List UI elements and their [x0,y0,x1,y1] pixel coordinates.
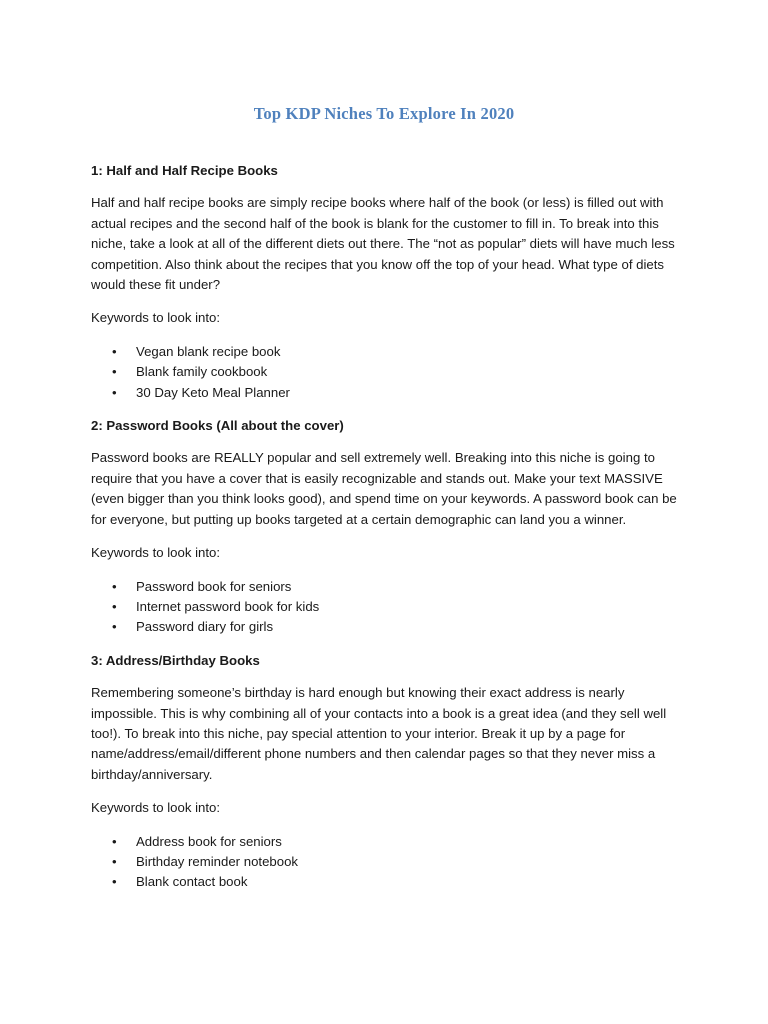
keyword-text: Blank family cookbook [136,364,268,380]
section-heading: 1: Half and Half Recipe Books [91,163,278,178]
section-paragraph: Half and half recipe books are simply recipe books where half of the book (or less) is filled out with actual recipes and the second half of the book is blank for the customer to fill in. To break into this niche, take a look at all of the different diets out there. The “not as popular” diets will have much less competition. Also think about the recipes that you know off the top of your head. What type of diets would these fit under? [91,195,675,293]
bullet-icon: • [112,384,117,400]
keyword-list [91,832,681,893]
section-half-and-half-recipe-books [91,161,681,416]
keyword-text: Password book for seniors [136,578,292,594]
bullet-icon: • [112,578,117,594]
keyword-text: Blank contact book [136,874,248,890]
list-item [91,872,681,892]
keywords-label: Keywords to look into: [91,545,221,561]
bullet-icon: • [112,833,117,849]
bullet-icon: • [112,343,117,359]
section-address-birthday-books [91,651,681,893]
keyword-text: Vegan blank recipe book [136,343,281,359]
list-item [91,617,681,637]
keyword-text: Birthday reminder notebook [136,853,299,869]
section-paragraph: Password books are REALLY popular and sell extremely well. Breaking into this niche is going to require that you have a cover that is easily recognizable and stands out. Make your text MASSIVE (even bigger than you think looks good), and spend time on your keywords. A password book can be for everyone, but putting up books targeted at a certain demographic can land you a winner. [91,450,677,527]
keyword-text: Internet password book for kids [136,598,320,614]
keyword-text: Address book for seniors [136,833,282,849]
keyword-text: 30 Day Keto Meal Planner [136,384,290,400]
keyword-list [91,577,681,638]
list-item [91,383,681,403]
section-paragraph: Remembering someone’s birthday is hard enough but knowing their exact address is nearly impossible. This is why combining all of your contacts into a book is a great idea (and they sell well too!). To break into this niche, pay special attention to your interior. Break it up by a page for name/address/email/different phone numbers and then calendar pages so that they never miss a birthday/anniversary. [91,685,667,782]
keyword-list [91,342,681,403]
document-title: Top KDP Niches To Explore In 2020 [253,104,515,123]
bullet-icon: • [112,874,117,890]
bullet-icon: • [112,619,117,635]
keywords-label: Keywords to look into: [91,310,221,326]
list-item [91,362,681,382]
list-item [91,852,681,872]
bullet-icon: • [112,853,117,869]
list-item [91,832,681,852]
section-heading: 2: Password Books (All about the cover) [91,418,344,434]
document-body [91,161,681,893]
section-heading: 3: Address/Birthday Books [91,652,260,668]
bullet-icon: • [112,364,117,380]
list-item [91,577,681,597]
section-password-books [91,416,681,651]
list-item [91,597,681,617]
keyword-text: Password diary for girls [136,619,274,635]
list-item [91,342,681,362]
keywords-label: Keywords to look into: [91,800,221,816]
bullet-icon: • [112,598,117,614]
